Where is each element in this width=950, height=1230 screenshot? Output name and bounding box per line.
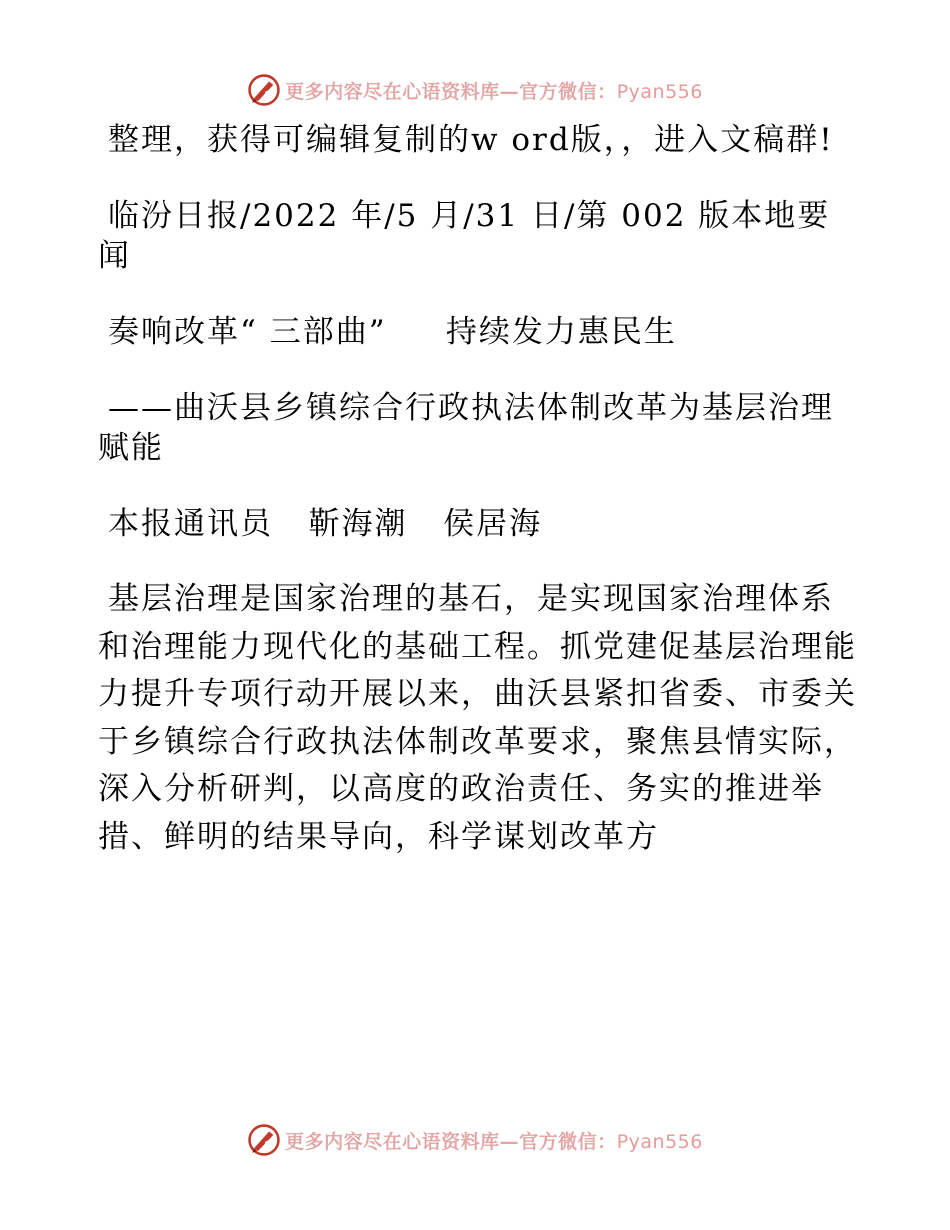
pen-logo-icon	[247, 73, 281, 107]
watermark-separator: —	[499, 1130, 520, 1153]
watermark-site: 更多内容尽在心语资料库	[285, 1130, 500, 1153]
article-subtitle: ——曲沃县乡镇综合行政执法体制改革为基层治理赋能	[98, 390, 834, 466]
watermark-text	[285, 1127, 703, 1154]
intro-paragraph: 整理，获得可编辑复制的w ord版，，进入文稿群!	[108, 122, 834, 158]
header-watermark	[0, 70, 950, 110]
byline: 本报通讯员 靳海潮 侯居海	[108, 506, 543, 542]
pen-logo-icon	[247, 1123, 281, 1157]
watermark-wechat-label: 官方微信：	[519, 1130, 617, 1153]
source-line: 临汾日报/2022 年/5 月/31 日/第 002 版本地要闻	[98, 198, 831, 274]
watermark-wechat-label: 官方微信：	[519, 80, 617, 103]
body-paragraph: 基层治理是国家治理的基石，是实现国家治理体系和治理能力现代化的基础工程。抓党建促基层治理能力提升专项行动开展以来，曲沃县紧扣省委、市委关于乡镇综合行政执法体制改革要求，聚焦县情实际，深入分析研判，以高度的政治责任、务实的推进举措、鲜明的结果导向，科学谋划改革方	[98, 581, 857, 855]
watermark-site: 更多内容尽在心语资料库	[285, 80, 500, 103]
footer-watermark	[0, 1120, 950, 1160]
document-body	[98, 120, 858, 897]
watermark-text	[285, 77, 703, 104]
watermark-wechat-id: Pyan556	[616, 1130, 703, 1153]
article-title: 奏响改革“ 三部曲” 持续发力惠民生	[108, 314, 677, 350]
watermark-wechat-id: Pyan556	[616, 80, 703, 103]
watermark-separator: —	[499, 80, 520, 103]
